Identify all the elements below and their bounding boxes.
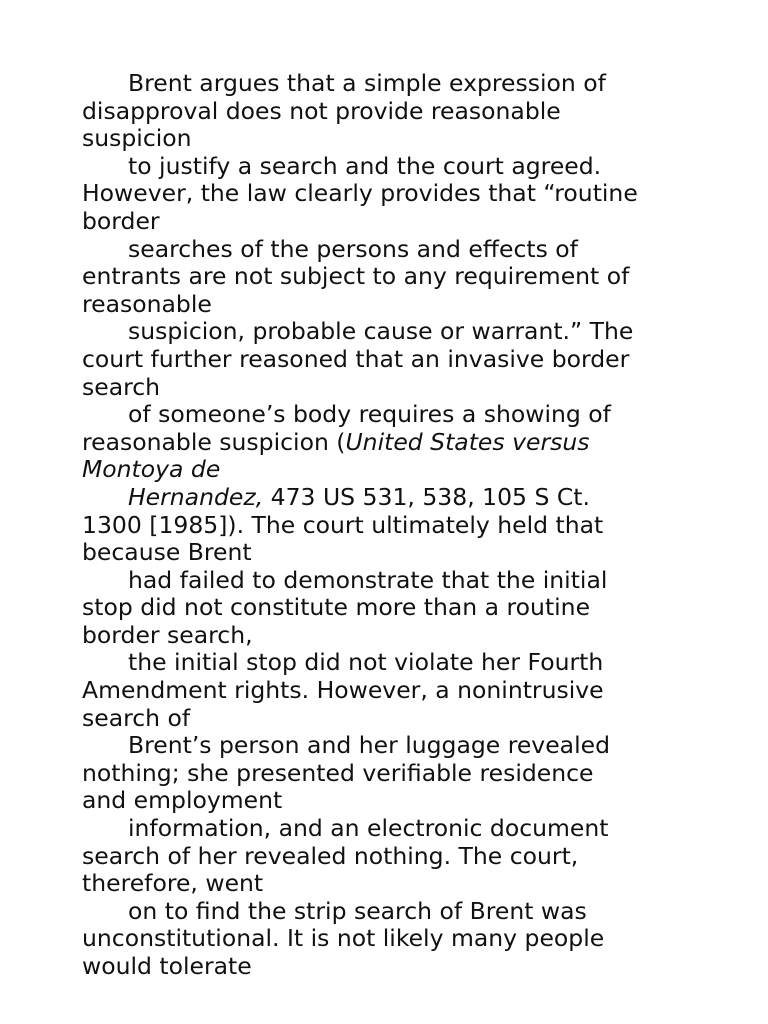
- case-citation-italic: Montoya de: [82, 455, 221, 484]
- text-line: border search,: [82, 620, 253, 649]
- text-line: nothing; she presented verifiable residence: [82, 758, 594, 787]
- text-line: suspicion: [82, 124, 192, 153]
- text-line: disapproval does not provide reasonable: [82, 96, 561, 125]
- text-line: reasonable: [82, 289, 212, 318]
- text-line: because Brent: [82, 538, 252, 567]
- text-line: stop did not constitute more than a routine: [82, 593, 591, 622]
- text-line: search of: [82, 703, 191, 732]
- text-segment: [82, 318, 722, 401]
- text-line: border: [82, 206, 160, 235]
- text-segment: [82, 732, 722, 815]
- text-line: Amendment rights. However, a nonintrusive: [82, 676, 604, 705]
- text-line: the initial stop did not violate her Fourth: [128, 648, 604, 677]
- text-line: therefore, went: [82, 869, 264, 898]
- text-line: entrants are not subject to any requirement of: [82, 262, 630, 291]
- text-line: of someone’s body requires a showing of: [128, 400, 611, 429]
- text-segment: [82, 236, 722, 319]
- text-segment: [82, 815, 722, 898]
- text-segment: [82, 401, 722, 484]
- text-line: to justify a search and the court agreed.: [128, 151, 602, 180]
- text-line: Brent’s person and her luggage revealed: [128, 731, 610, 760]
- text-segment: [82, 153, 722, 236]
- text-line: reasonable suspicion (United States versus: [82, 427, 590, 456]
- text-line: search of her revealed nothing. The court,: [82, 841, 579, 870]
- text-line: and employment: [82, 786, 283, 815]
- text-line: had failed to demonstrate that the initial: [128, 565, 608, 594]
- document-page: [82, 70, 722, 981]
- text-line: searches of the persons and effects of: [128, 234, 578, 263]
- text-line: unconstitutional. It is not likely many people: [82, 924, 605, 953]
- text-segment: [82, 484, 722, 567]
- text-line: search: [82, 372, 161, 401]
- text-line: However, the law clearly provides that “routine: [82, 179, 638, 208]
- text-line: would tolerate: [82, 952, 252, 980]
- text-segment: [82, 567, 722, 650]
- text-line: Hernandez, 473 US 531, 538, 105 S Ct.: [128, 482, 590, 511]
- text-line: court further reasoned that an invasive border: [82, 344, 630, 373]
- text-line: information, and an electronic document: [128, 814, 609, 843]
- text-line: on to find the strip search of Brent was: [128, 896, 587, 925]
- text-line: 1300 [1985]). The court ultimately held that: [82, 510, 604, 539]
- text-line: suspicion, probable cause or warrant.” The: [128, 317, 634, 346]
- text-line: Brent argues that a simple expression of: [128, 69, 606, 97]
- text-segment: [82, 898, 722, 981]
- case-citation-italic: Hernandez,: [128, 482, 264, 511]
- case-citation-italic: United States versus: [345, 427, 590, 456]
- text-segment: [82, 70, 722, 153]
- text-segment: [82, 649, 722, 732]
